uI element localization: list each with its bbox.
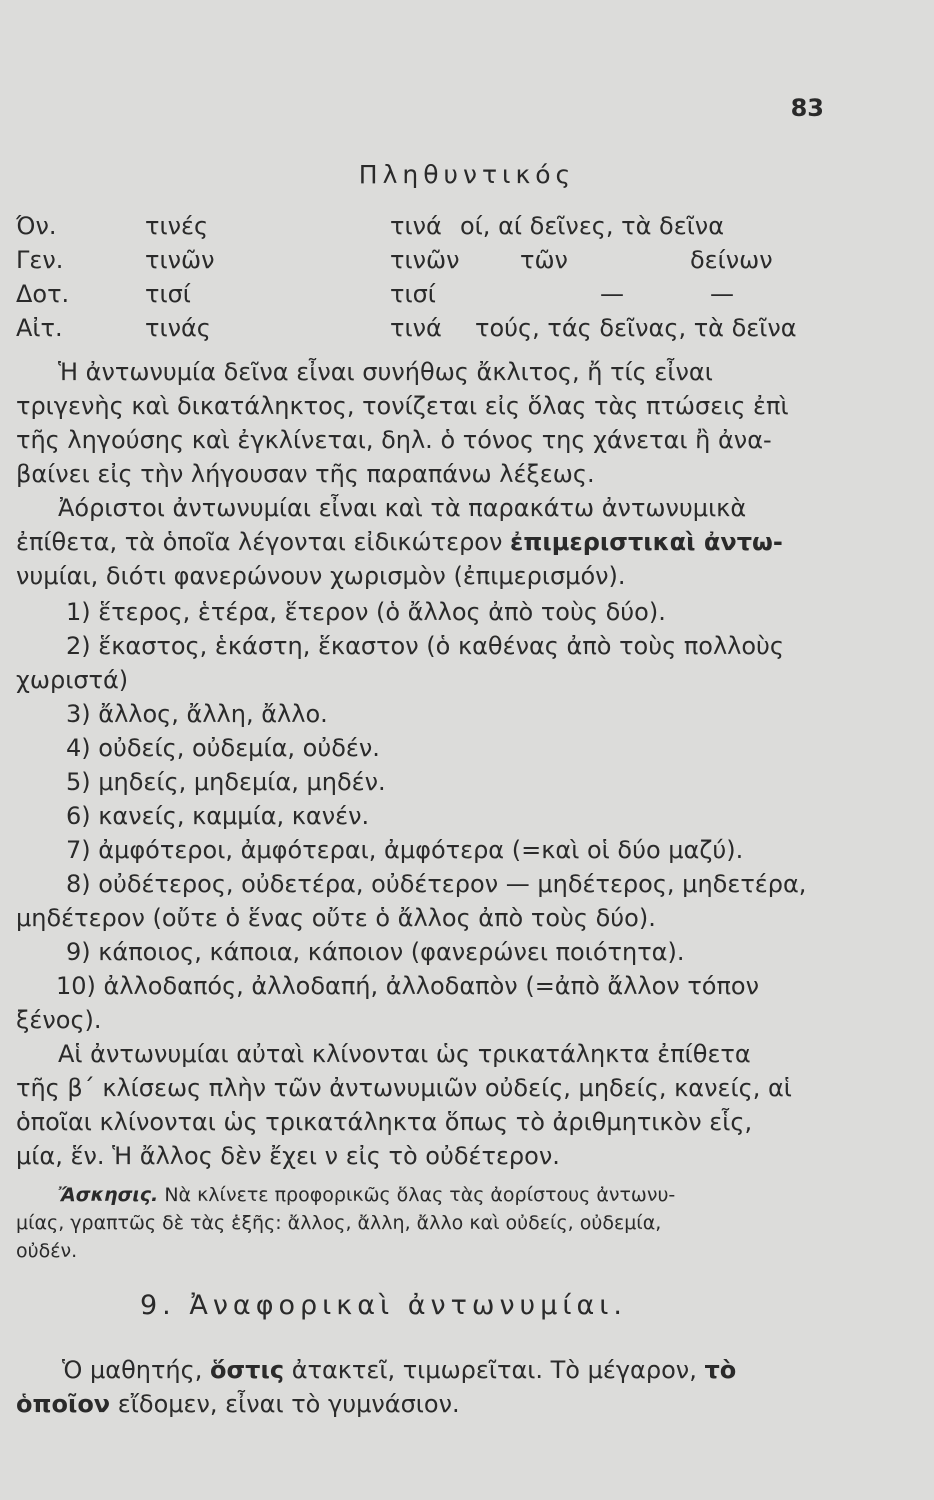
example-line (16, 1390, 460, 1418)
paragraph-line: τῆς β΄ κλίσεως πλὴν τῶν ἀντωνυμιῶν οὐδείς, μηδείς, κανείς, αἱ (16, 1074, 792, 1102)
page-number: 83 (790, 94, 824, 122)
form-indef-neut: τινῶν (390, 246, 460, 274)
text-run: εἴδομεν, εἶναι τὸ γυμνάσιον. (110, 1390, 460, 1418)
paragraph-line: Ἡ ἀντωνυμία δεῖνα εἶναι συνήθως ἄκλιτος, ἤ τίς εἶναι (58, 358, 713, 386)
paragraph-line: Ἀόριστοι ἀντωνυμίαι εἶναι καὶ τὰ παρακάτω ἀντωνυμικὰ (58, 494, 747, 522)
form-deina: τούς, τάς δεῖνας, τὰ δεῖνα (475, 314, 797, 342)
paragraph-line: βαίνει εἰς τὴν λήγουσαν τῆς παραπάνω λέξεως. (16, 460, 595, 488)
bold-term: ὁποῖον (16, 1390, 111, 1418)
bold-term: ἐπιμεριστικαὶ ἀντω- (510, 528, 783, 556)
paragraph-line (16, 528, 783, 556)
form-article: — (600, 280, 624, 308)
list-item: 9) κάποιος, κάποια, κάποιον (φανερώνει ποιότητα). (66, 938, 685, 966)
exercise-label: Ἄσκησις. (58, 1184, 159, 1206)
form-indef-masc: τινές (145, 212, 209, 240)
list-item: 2) ἕκαστος, ἑκάστη, ἕκαστον (ὁ καθένας ἀπὸ τοὺς πολλοὺς (66, 632, 785, 660)
form-indef-masc: τινάς (145, 314, 211, 342)
case-label: Γεν. (16, 246, 64, 274)
list-item: 7) ἀμφότεροι, ἀμφότεραι, ἀμφότερα (=καὶ οἱ δύο μαζύ). (66, 836, 744, 864)
case-label: Δοτ. (16, 280, 70, 308)
form-indef-neut: τισί (390, 280, 436, 308)
list-item: 8) οὐδέτερος, οὐδετέρα, οὐδέτερον — μηδέτερος, μηδετέρα, (66, 870, 807, 898)
text-run: ἀτακτεῖ, τιμωρεῖται. Τὸ μέγαρον, (284, 1356, 705, 1384)
form-indef-masc: τινῶν (145, 246, 215, 274)
list-item: 6) κανείς, καμμία, κανέν. (66, 802, 370, 830)
list-item: ξένος). (16, 1006, 102, 1034)
bold-term: τὸ (704, 1356, 737, 1384)
paragraph-line: τριγενὴς καὶ δικατάληκτος, τονίζεται εἰς ὅλας τὰς πτώσεις ἐπὶ (16, 392, 789, 420)
text-run: Ὁ μαθητής, (62, 1356, 210, 1384)
list-item: 1) ἕτερος, ἑτέρα, ἕτερον (ὁ ἄλλος ἀπὸ τοὺς δύο). (66, 598, 666, 626)
paragraph-line: ὁποῖαι κλίνονται ὡς τρικατάληκτα ὅπως τὸ ἀριθμητικὸν εἷς, (16, 1108, 753, 1136)
example-line (62, 1356, 736, 1384)
paragraph-line: τῆς ληγούσης καὶ ἐγκλίνεται, δηλ. ὁ τόνος της χάνεται ἢ ἀνα- (16, 426, 772, 454)
list-item: 4) οὐδείς, οὐδεμία, οὐδέν. (66, 734, 380, 762)
table-row (0, 314, 934, 348)
list-item: 5) μηδείς, μηδεμία, μηδέν. (66, 768, 386, 796)
table-row (0, 280, 934, 314)
form-deina: — (710, 280, 734, 308)
paragraph-line: νυμίαι, διότι φανερώνουν χωρισμὸν (ἐπιμερισμόν). (16, 562, 626, 590)
bold-term: ὅστις (209, 1356, 285, 1384)
section-heading-plural: Πληθυντικός (358, 160, 576, 189)
form-indef-neut: τινά (390, 314, 442, 342)
text-run: Νὰ κλίνετε προφορικῶς ὅλας τὰς ἀορίστους ἀντωνυ- (158, 1184, 676, 1206)
form-article: τῶν (520, 246, 568, 274)
list-item: 3) ἄλλος, ἄλλη, ἄλλο. (66, 700, 328, 728)
list-item: μηδέτερον (οὔτε ὁ ἕνας οὔτε ὁ ἄλλος ἀπὸ τοὺς δύο). (16, 904, 656, 932)
form-indef-masc: τισί (145, 280, 191, 308)
paragraph-line: μία, ἕν. Ἡ ἄλλος δὲν ἔχει ν εἰς τὸ οὐδέτερον. (16, 1142, 560, 1170)
exercise-line: οὐδέν. (16, 1240, 78, 1262)
paragraph-line: Αἱ ἀντωνυμίαι αὐταὶ κλίνονται ὡς τρικατάληκτα ἐπίθετα (58, 1040, 751, 1068)
form-deina: δείνων (690, 246, 773, 274)
table-row (0, 246, 934, 280)
case-label: Αἰτ. (16, 314, 63, 342)
form-deina: οί, αί δεῖνες, τὰ δεῖνα (460, 212, 725, 240)
list-item: χωριστά) (16, 666, 129, 694)
text-run: ἐπίθετα, τὰ ὁποῖα λέγονται εἰδικώτερον (16, 528, 511, 556)
form-indef-neut: τινά (390, 212, 442, 240)
list-item: 10) ἀλλοδαπός, ἀλλοδαπή, ἀλλοδαπὸν (=ἀπὸ ἄλλον τόπον (56, 972, 760, 1000)
exercise-line (58, 1184, 675, 1206)
exercise-line: μίας, γραπτῶς δὲ τὰς ἑξῆς: ἄλλος, ἄλλη, ἄλλο καὶ οὐδείς, οὐδεμία, (16, 1212, 662, 1234)
section-heading-relative: 9. Ἀναφορικαὶ ἀντωνυμίαι. (140, 1290, 628, 1321)
case-label: Όν. (16, 212, 57, 240)
table-row (0, 212, 934, 246)
